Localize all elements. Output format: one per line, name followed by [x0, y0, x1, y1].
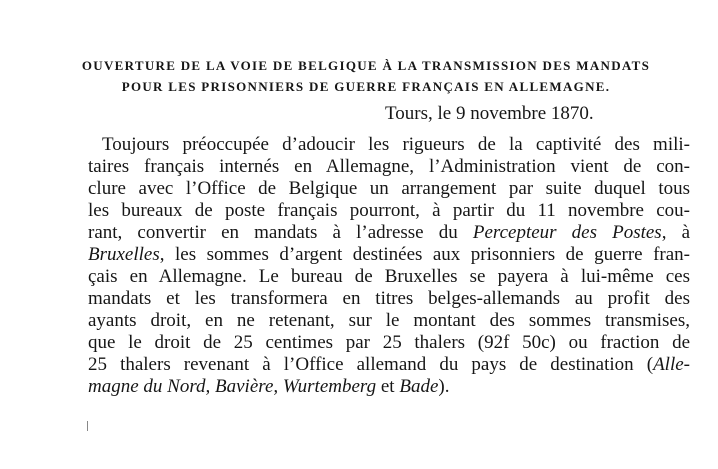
dateline: Tours, le 9 novembre 1870. [385, 103, 594, 124]
body-line: Toujours préoccupée d’adoucir les rigueurs de la captivité des mili- [102, 134, 690, 155]
body-text: et [376, 376, 400, 397]
body-line [88, 354, 690, 376]
body-italic: magne du Nord, Bavière, Wurtemberg [88, 376, 377, 397]
margin-mark [87, 421, 88, 431]
body-text: ). [438, 376, 450, 397]
body-line: clure avec l’Office de Belgique un arrangement par suite duquel tous [88, 178, 690, 199]
body-line: taires français internés en Allemagne, l’Administration vient de con- [88, 156, 690, 177]
body-line [88, 376, 690, 398]
body-line [88, 244, 690, 266]
body-italic: Percepteur des Postes [472, 222, 662, 243]
body-text: 25 thalers revenant à l’Office allemand du pays de destination ( [88, 354, 654, 375]
body-italic: Bruxelles [88, 244, 160, 265]
body-line: çais en Allemagne. Le bureau de Bruxelles se payera à lui-même ces [88, 266, 690, 287]
body-line: mandats et les transformera en titres belges-allemands au profit des [88, 288, 690, 309]
body-line: les bureaux de poste français pourront, à partir du 11 novembre cou- [88, 200, 690, 221]
heading-line-1: OUVERTURE DE LA VOIE DE BELGIQUE À LA TRANSMISSION DES MANDATS [81, 58, 651, 73]
body-line [88, 222, 690, 244]
body-italic: Bade [399, 376, 439, 397]
body-text: , à [661, 222, 690, 243]
body-italic: Alle- [653, 354, 690, 375]
body-text: rant, convertir en mandats à l’adresse du [88, 222, 473, 243]
body-text: , les sommes d’argent destinées aux prisonniers de guerre fran- [159, 244, 690, 265]
heading-line-2: POUR LES PRISONNIERS DE GUERRE FRANÇAIS EN ALLEMAGNE. [121, 79, 611, 94]
body-line: que le droit de 25 centimes par 25 thalers (92f 50c) ou fraction de [88, 332, 690, 353]
body-line: ayants droit, en ne retenant, sur le montant des sommes transmises, [88, 310, 690, 331]
